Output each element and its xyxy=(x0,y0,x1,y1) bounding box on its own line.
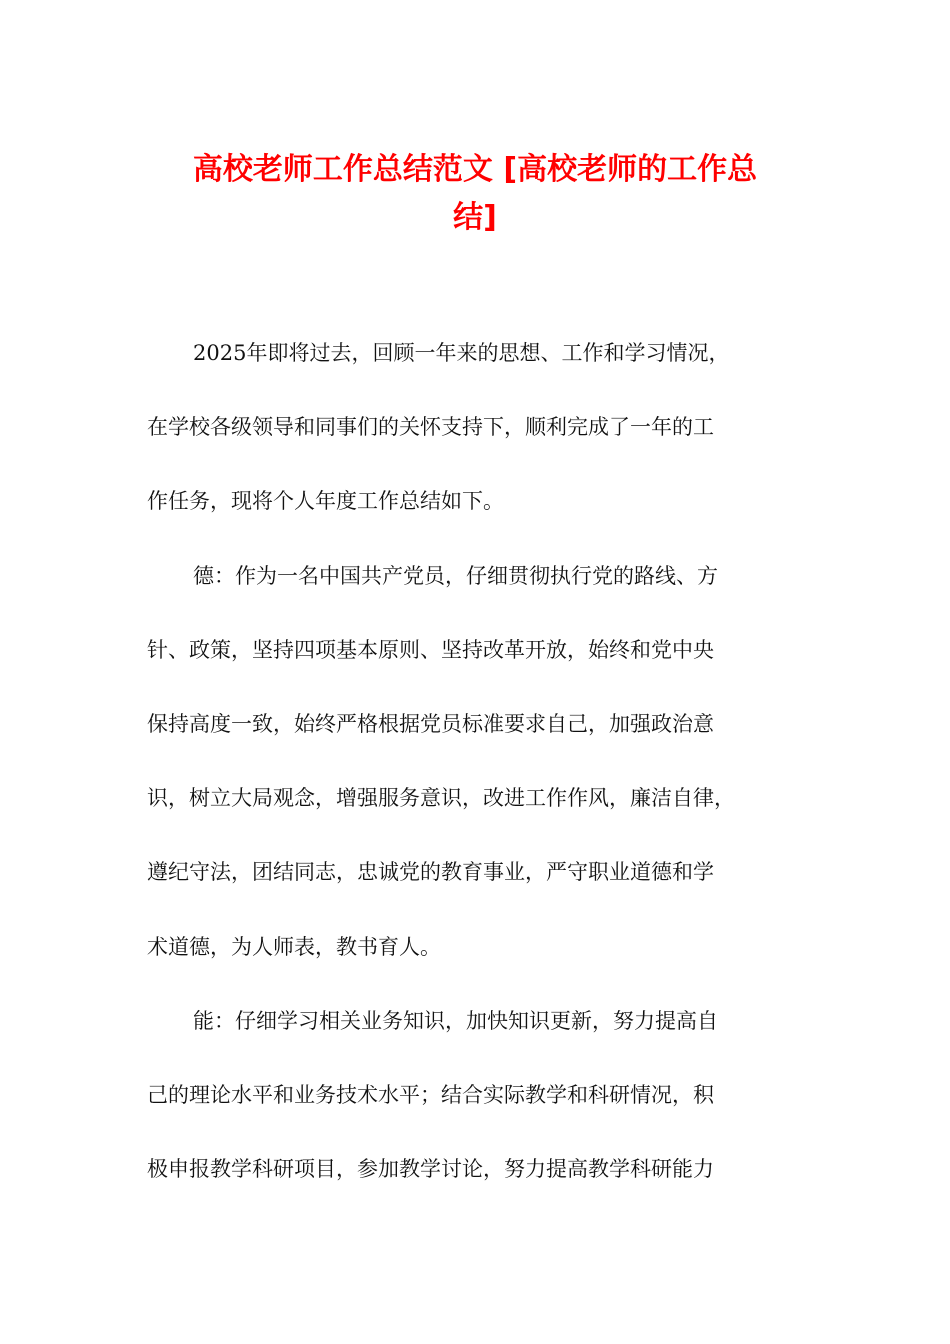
paragraph-2-line-4: 识，树立大局观念，增强服务意识，改进工作作风，廉洁自律， xyxy=(147,786,735,811)
paragraph-2-line-1: 德：作为一名中国共产党员，仔细贯彻执行党的路线、方 xyxy=(193,563,718,588)
title-line-1: 高校老师工作总结范文 [高校老师的工作总 xyxy=(192,152,758,187)
document-body xyxy=(147,327,797,1217)
paragraph-2-line-3: 保持高度一致，始终严格根据党员标准要求自己，加强政治意 xyxy=(147,711,714,736)
paragraph-2-line-2: 针、政策，坚持四项基本原则、坚持改革开放，始终和党中央 xyxy=(147,637,714,662)
title-line-2: 结] xyxy=(453,200,497,235)
paragraph-3-line-2: 己的理论水平和业务技术水平；结合实际教学和科研情况，积 xyxy=(147,1082,714,1107)
paragraph-1-line-3: 作任务，现将个人年度工作总结如下。 xyxy=(147,489,504,514)
paragraph-1-line-1: 2025年即将过去，回顾一年来的思想、工作和学习情况， xyxy=(193,341,730,365)
paragraph-3-line-3: 极申报教学科研项目，参加教学讨论，努力提高教学科研能力 xyxy=(147,1157,714,1182)
paragraph-3-line-1: 能：仔细学习相关业务知识，加快知识更新，努力提高自 xyxy=(193,1008,718,1033)
paragraph-2-line-5: 遵纪守法，团结同志，忠诚党的教育事业，严守职业道德和学 xyxy=(147,860,714,885)
paragraph-2-line-6: 术道德，为人师表，教书育人。 xyxy=(147,934,441,959)
document-title xyxy=(140,146,810,242)
paragraph-1-line-2: 在学校各级领导和同事们的关怀支持下，顺利完成了一年的工 xyxy=(147,415,714,440)
